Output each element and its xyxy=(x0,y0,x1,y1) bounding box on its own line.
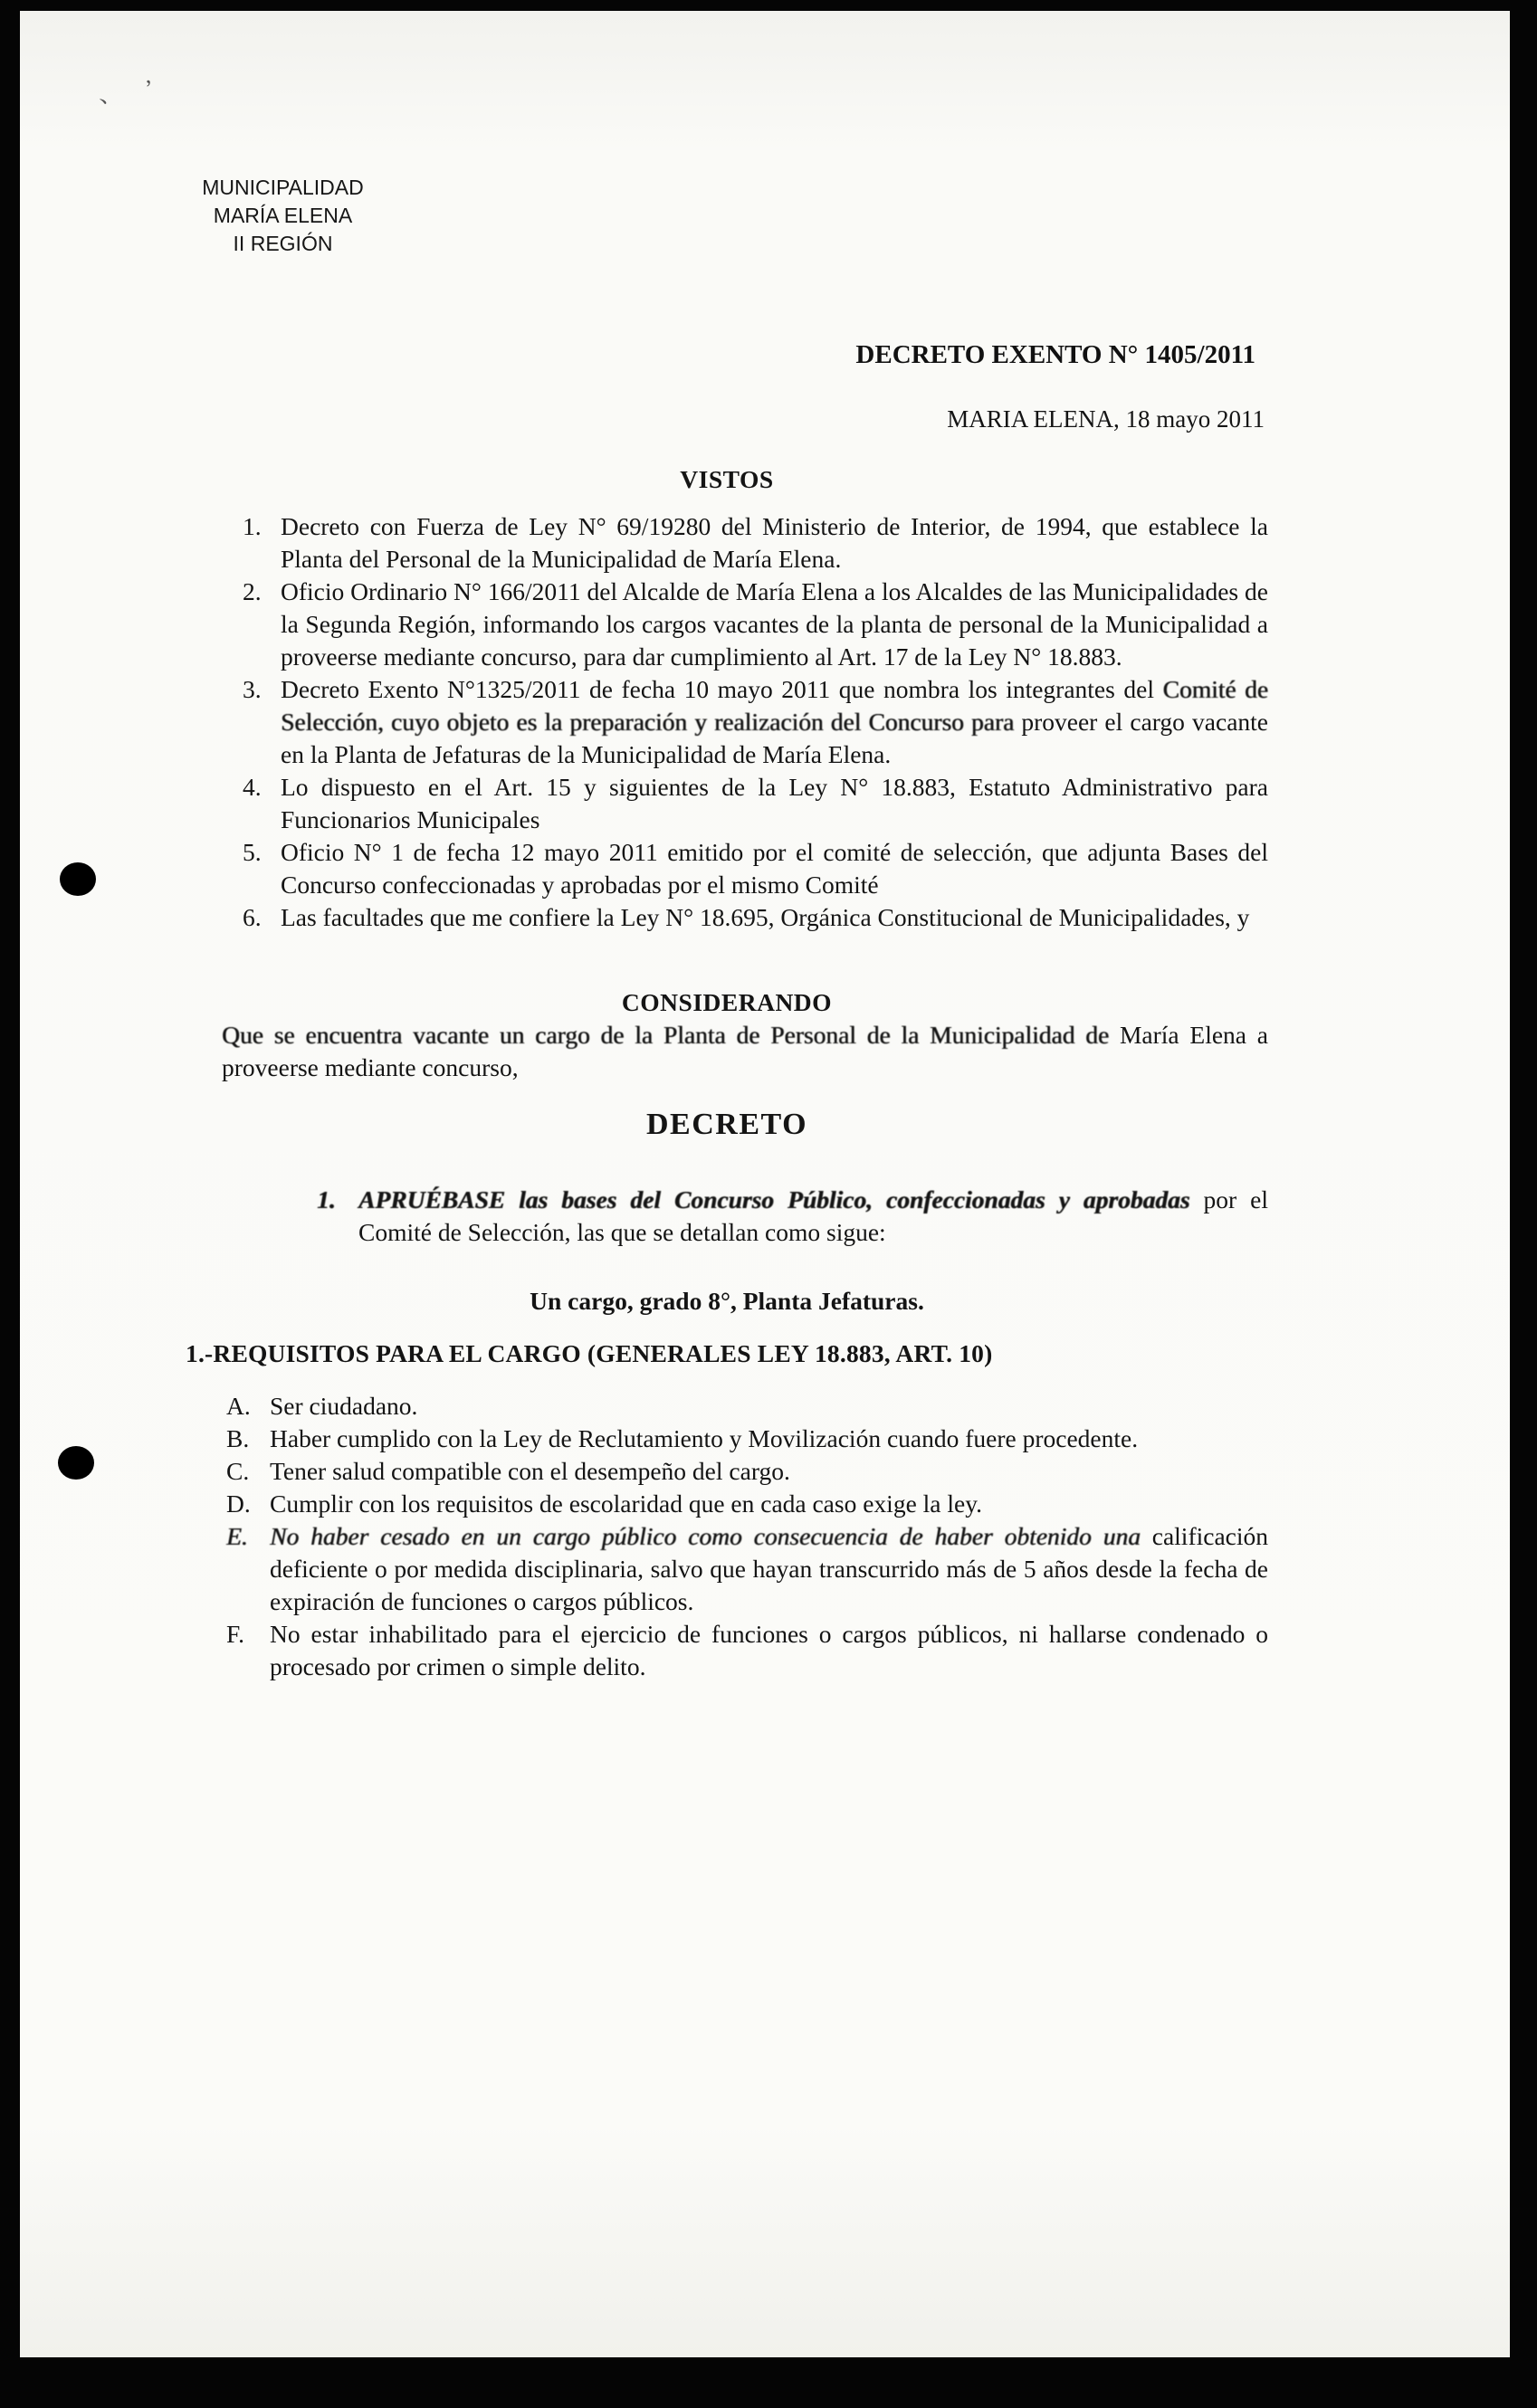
requisito-item-e xyxy=(226,1520,1268,1618)
item-text: Tener salud compatible con el desempeño del cargo. xyxy=(270,1457,790,1485)
requisitos-heading: 1.-REQUISITOS PARA EL CARGO (GENERALES LEY 18.883, ART. 10) xyxy=(186,1339,993,1367)
item-number: 2. xyxy=(243,577,262,605)
document-body xyxy=(186,463,1268,1683)
vistos-item-4 xyxy=(243,771,1268,836)
decreto-item-1 xyxy=(317,1184,1268,1249)
vistos-item-5 xyxy=(243,836,1268,901)
requisitos-list xyxy=(226,1390,1268,1683)
place-and-date: MARIA ELENA, 18 mayo 2011 xyxy=(947,405,1265,433)
item-text: Oficio N° 1 de fecha 12 mayo 2011 emitido por el comité de selección, que adjunta Bases del Concurso confeccionadas y aprobadas por el mismo Comité xyxy=(281,838,1268,899)
letterhead-line-2: MARÍA ELENA xyxy=(213,204,353,227)
vistos-item-2 xyxy=(243,576,1268,673)
requisito-item-a xyxy=(226,1390,1268,1423)
hole-punch-mark-bottom xyxy=(58,1446,94,1480)
considerando-paragraph xyxy=(222,1019,1268,1084)
vistos-item-3 xyxy=(243,673,1268,771)
vistos-list xyxy=(243,510,1268,934)
considerando-heading: CONSIDERANDO xyxy=(621,988,833,1016)
vistos-item-6 xyxy=(243,901,1268,934)
item-text-segment: calificación deficiente o por medida disciplinaria, salvo que hayan transcurrido más de 5 años desde la fecha de expiración de funciones o cargos públicos. xyxy=(270,1522,1268,1615)
item-text: Haber cumplido con la Ley de Reclutamiento y Movilización cuando fuere procedente. xyxy=(270,1424,1139,1452)
item-number: 6. xyxy=(243,903,262,931)
considerando-segment: María Elena a proveerse mediante concurso, xyxy=(222,1021,1268,1081)
item-text: Decreto con Fuerza de Ley N° 69/19280 del Ministerio de Interior, de 1994, que establece la Planta del Personal de la Municipalidad de María Elena. xyxy=(281,512,1268,573)
decree-number: DECRETO EXENTO N° 1405/2011 xyxy=(855,340,1255,369)
item-text-smeared-segment: Comité de Selección, cuyo objeto es la preparación y realización del Concurso para xyxy=(281,675,1268,736)
hole-punch-mark-top xyxy=(60,862,96,896)
item-text-smeared-segment: No haber cesado en un cargo público como consecuencia de haber obtenido una xyxy=(270,1522,1152,1550)
item-letter: D. xyxy=(226,1490,251,1518)
letterhead-line-1: MUNICIPALIDAD xyxy=(202,176,364,199)
requisito-item-f xyxy=(226,1618,1268,1683)
item-text xyxy=(270,1520,1268,1618)
pen-marks: 、 ’ xyxy=(96,73,165,109)
item-text-segment: Decreto Exento N°1325/2011 de fecha 10 mayo 2011 que nombra los integrantes del xyxy=(281,675,1163,703)
item-letter: A. xyxy=(226,1392,251,1420)
requisito-item-d xyxy=(226,1488,1268,1520)
item-text: Las facultades que me confiere la Ley N° 18.695, Orgánica Constitucional de Municipalidades, y xyxy=(281,903,1250,931)
apruebase-smeared-lead: APRUÉBASE las bases del Concurso Público, confeccionadas y aprobadas xyxy=(358,1185,1204,1214)
item-letter: B. xyxy=(226,1424,250,1452)
requisito-item-c xyxy=(226,1455,1268,1488)
decreto-item-text xyxy=(358,1184,1268,1249)
decreto-item-number: 1. xyxy=(317,1185,336,1214)
decreto-heading: DECRETO xyxy=(645,1108,808,1141)
item-text: Cumplir con los requisitos de escolaridad que en cada caso exige la ley. xyxy=(270,1490,983,1518)
item-number: 5. xyxy=(243,838,262,866)
item-text xyxy=(281,673,1268,771)
vistos-heading: VISTOS xyxy=(680,465,774,493)
item-number: 1. xyxy=(243,512,262,540)
decreto-item-rest: por el Comité de Selección, las que se detallan como sigue: xyxy=(358,1185,1268,1246)
vistos-item-1 xyxy=(243,510,1268,576)
item-text: No estar inhabilitado para el ejercicio de funciones o cargos públicos, ni hallarse condenado o procesado por crimen o simple delito. xyxy=(270,1620,1268,1680)
item-text: Oficio Ordinario N° 166/2011 del Alcalde de María Elena a los Alcaldes de las Municipalidades de la Segunda Región, informando los cargos vacantes de la planta de personal de la Municipalidad a proveerse mediante concurso, para dar cumplimiento al Art. 17 de la Ley N° 18.883. xyxy=(281,577,1268,671)
item-letter: E. xyxy=(226,1522,248,1550)
item-number: 4. xyxy=(243,773,262,801)
requisito-item-b xyxy=(226,1423,1268,1455)
item-letter: C. xyxy=(226,1457,250,1485)
item-text: Lo dispuesto en el Art. 15 y siguientes de la Ley N° 18.883, Estatuto Administrativo para Funcionarios Municipales xyxy=(281,773,1268,833)
item-number: 3. xyxy=(243,675,262,703)
cargo-line: Un cargo, grado 8°, Planta Jefaturas. xyxy=(530,1287,924,1315)
item-text-segment: proveer el cargo vacante en la Planta de Jefaturas de la Municipalidad de María Elena. xyxy=(281,708,1268,768)
item-text: Ser ciudadano. xyxy=(270,1392,418,1420)
letterhead xyxy=(195,174,371,258)
considerando-smeared-segment: Que se encuentra vacante un cargo de la Planta de Personal de la Municipalidad de xyxy=(222,1021,1120,1049)
letterhead-line-3: II REGIÓN xyxy=(233,232,333,255)
item-letter: F. xyxy=(226,1620,244,1648)
